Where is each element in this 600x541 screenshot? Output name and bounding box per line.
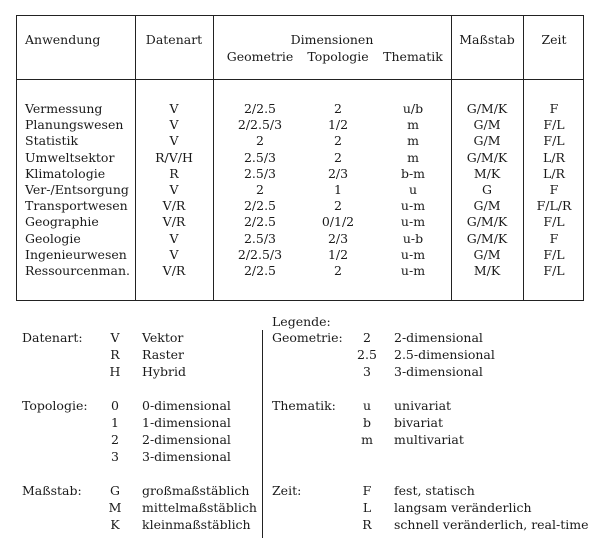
cell-zeit: F/L/R bbox=[536, 198, 572, 214]
cell-topologie: 1/2 bbox=[327, 246, 349, 262]
legend-key: 1 bbox=[111, 415, 119, 430]
cell-anwendung: Ressourcenman. bbox=[25, 263, 130, 278]
legend-text: großmaßstäblich bbox=[142, 483, 250, 498]
legend-title: Legende: bbox=[272, 314, 331, 329]
legend-label-thematik: Thematik: bbox=[272, 398, 336, 413]
legend-key: M bbox=[108, 500, 122, 515]
legend-key: R bbox=[110, 347, 120, 362]
legend-text: 3-dimensional bbox=[142, 449, 231, 464]
cell-anwendung: Statistik bbox=[25, 133, 79, 149]
cell-topologie: 2/3 bbox=[327, 230, 349, 246]
legend-key: m bbox=[361, 432, 373, 447]
cell-massstab: G/M bbox=[473, 246, 501, 262]
cell-topologie: 0/1/2 bbox=[321, 214, 355, 230]
cell-geometrie: 2.5/3 bbox=[243, 149, 277, 165]
legend-label-datenart: Datenart: bbox=[22, 330, 83, 345]
cell-datenart: V bbox=[169, 246, 179, 262]
legend-key: 2.5 bbox=[357, 347, 377, 362]
table-row bbox=[17, 101, 583, 117]
cell-datenart: V bbox=[169, 101, 179, 116]
cell-massstab: G/M/K bbox=[466, 214, 508, 230]
cell-zeit: L/R bbox=[543, 165, 565, 181]
cell-topologie: 2 bbox=[334, 263, 342, 278]
cell-geometrie: 2 bbox=[256, 182, 264, 197]
cell-anwendung: Geologie bbox=[25, 230, 81, 246]
cell-anwendung: Ver-/Entsorgung bbox=[25, 182, 129, 197]
cell-anwendung: Transportwesen bbox=[25, 198, 128, 214]
legend-key: 3 bbox=[111, 449, 119, 464]
legend-key: K bbox=[110, 517, 120, 532]
applications-table bbox=[16, 15, 584, 301]
cell-geometrie: 2/2.5 bbox=[243, 214, 277, 230]
cell-topologie: 2/3 bbox=[327, 165, 349, 181]
cell-datenart: V bbox=[169, 182, 179, 197]
cell-massstab: G/M bbox=[473, 198, 501, 214]
legend-label-zeit: Zeit: bbox=[272, 483, 302, 498]
cell-topologie: 2 bbox=[334, 149, 342, 165]
cell-thematik: m bbox=[407, 149, 419, 165]
cell-zeit: F/L bbox=[543, 246, 565, 262]
legend-key: 2 bbox=[111, 432, 119, 447]
legend-label-geometrie: Geometrie: bbox=[272, 330, 343, 345]
legend-key: L bbox=[362, 500, 372, 515]
cell-topologie: 2 bbox=[334, 133, 342, 149]
cell-datenart: R bbox=[169, 165, 179, 181]
cell-massstab: G/M bbox=[473, 117, 501, 133]
cell-massstab: G/M/K bbox=[466, 101, 508, 116]
cell-thematik: u-m bbox=[400, 214, 426, 230]
cell-thematik: u-m bbox=[400, 246, 426, 262]
legend-text: mittelmaßstäblich bbox=[142, 500, 257, 515]
legend-text: kleinmaßstäblich bbox=[142, 517, 251, 532]
cell-topologie: 2 bbox=[334, 198, 342, 214]
legend-text: univariat bbox=[394, 398, 452, 413]
legend-key: G bbox=[110, 483, 120, 498]
header-anwendung: Anwendung bbox=[25, 32, 101, 47]
legend-key: 0 bbox=[111, 398, 119, 413]
cell-datenart: V/R bbox=[162, 214, 186, 230]
cell-geometrie: 2.5/3 bbox=[243, 165, 277, 181]
header-topologie: Topologie bbox=[307, 49, 369, 64]
legend-text: fest, statisch bbox=[394, 483, 475, 498]
cell-massstab: G/M/K bbox=[466, 149, 508, 165]
cell-topologie: 2 bbox=[334, 101, 342, 116]
table-row bbox=[17, 117, 583, 133]
cell-datenart: V bbox=[169, 133, 179, 149]
cell-zeit: F bbox=[549, 101, 559, 116]
cell-thematik: m bbox=[407, 133, 419, 149]
cell-geometrie: 2/2.5/3 bbox=[237, 246, 283, 262]
header-datenart: Datenart bbox=[145, 32, 203, 47]
legend-text: 1-dimensional bbox=[142, 415, 231, 430]
legend-text: 2-dimensional bbox=[394, 330, 483, 345]
cell-zeit: F bbox=[549, 230, 559, 246]
legend-text: Hybrid bbox=[142, 364, 186, 379]
legend-text: bivariat bbox=[394, 415, 443, 430]
table-row bbox=[17, 263, 583, 279]
header-divider bbox=[17, 79, 583, 80]
legend-divider bbox=[262, 330, 263, 538]
cell-thematik: b-m bbox=[400, 165, 426, 181]
cell-zeit: F/L bbox=[543, 263, 565, 278]
cell-massstab: G bbox=[482, 182, 492, 197]
cell-anwendung: Ingenieurwesen bbox=[25, 246, 127, 262]
cell-zeit: L/R bbox=[543, 149, 565, 165]
legend-label-topologie: Topologie: bbox=[22, 398, 88, 413]
cell-datenart: V/R bbox=[162, 198, 186, 214]
cell-massstab: M/K bbox=[473, 165, 501, 181]
header-massstab: Maßstab bbox=[459, 32, 515, 47]
legend-text: Raster bbox=[142, 347, 184, 362]
header-dimensionen: Dimensionen bbox=[290, 32, 374, 47]
cell-datenart: V bbox=[169, 117, 179, 133]
table-row bbox=[17, 231, 583, 247]
cell-thematik: u/b bbox=[402, 101, 424, 116]
cell-datenart: V/R bbox=[162, 263, 186, 278]
table-row bbox=[17, 150, 583, 166]
cell-zeit: F/L bbox=[543, 117, 565, 133]
table-row bbox=[17, 247, 583, 263]
cell-geometrie: 2/2.5 bbox=[243, 101, 277, 116]
legend-key: 3 bbox=[363, 364, 371, 379]
cell-anwendung: Umweltsektor bbox=[25, 149, 115, 165]
legend-text: 2-dimensional bbox=[142, 432, 231, 447]
cell-zeit: F/L bbox=[543, 133, 565, 149]
legend-key: u bbox=[362, 398, 372, 413]
legend-key: R bbox=[362, 517, 372, 532]
cell-massstab: G/M/K bbox=[466, 230, 508, 246]
legend-label-massstab: Maßstab: bbox=[22, 483, 82, 498]
cell-anwendung: Geographie bbox=[25, 214, 99, 230]
legend-text: Vektor bbox=[142, 330, 184, 345]
legend-key: H bbox=[109, 364, 121, 379]
cell-anwendung: Planungswesen bbox=[25, 117, 124, 133]
cell-topologie: 1 bbox=[334, 182, 342, 197]
legend-key: 2 bbox=[363, 330, 371, 345]
cell-zeit: F/L bbox=[543, 214, 565, 230]
cell-datenart: V bbox=[169, 230, 179, 246]
legend-text: schnell veränderlich, real-time bbox=[394, 517, 589, 532]
cell-thematik: u-m bbox=[400, 263, 426, 278]
cell-geometrie: 2/2.5 bbox=[243, 198, 277, 214]
table-row bbox=[17, 214, 583, 230]
cell-geometrie: 2/2.5 bbox=[243, 263, 277, 278]
legend-text: 3-dimensional bbox=[394, 364, 483, 379]
legend-text: 2.5-dimensional bbox=[394, 347, 495, 362]
table-row bbox=[17, 166, 583, 182]
header-zeit: Zeit bbox=[541, 32, 567, 47]
cell-datenart: R/V/H bbox=[155, 149, 193, 165]
legend-text: langsam veränderlich bbox=[394, 500, 532, 515]
cell-geometrie: 2/2.5/3 bbox=[237, 117, 283, 133]
cell-anwendung: Klimatologie bbox=[25, 165, 106, 181]
cell-thematik: u bbox=[408, 182, 418, 197]
cell-geometrie: 2.5/3 bbox=[243, 230, 277, 246]
legend-text: 0-dimensional bbox=[142, 398, 231, 413]
legend-key: V bbox=[110, 330, 120, 345]
legend-key: b bbox=[362, 415, 371, 430]
header-thematik: Thematik bbox=[383, 49, 443, 64]
table-row bbox=[17, 182, 583, 198]
table-row bbox=[17, 198, 583, 214]
cell-geometrie: 2 bbox=[256, 133, 264, 149]
cell-thematik: u-m bbox=[400, 198, 426, 214]
cell-thematik: u-b bbox=[402, 230, 424, 246]
cell-topologie: 1/2 bbox=[327, 117, 349, 133]
cell-anwendung: Vermessung bbox=[25, 101, 103, 116]
legend-text: multivariat bbox=[394, 432, 464, 447]
header-geometrie: Geometrie bbox=[226, 49, 294, 64]
legend-key: F bbox=[362, 483, 372, 498]
cell-thematik: m bbox=[407, 117, 419, 133]
cell-massstab: M/K bbox=[473, 263, 501, 278]
cell-massstab: G/M bbox=[473, 133, 501, 149]
table-row bbox=[17, 133, 583, 149]
cell-zeit: F bbox=[549, 182, 559, 197]
